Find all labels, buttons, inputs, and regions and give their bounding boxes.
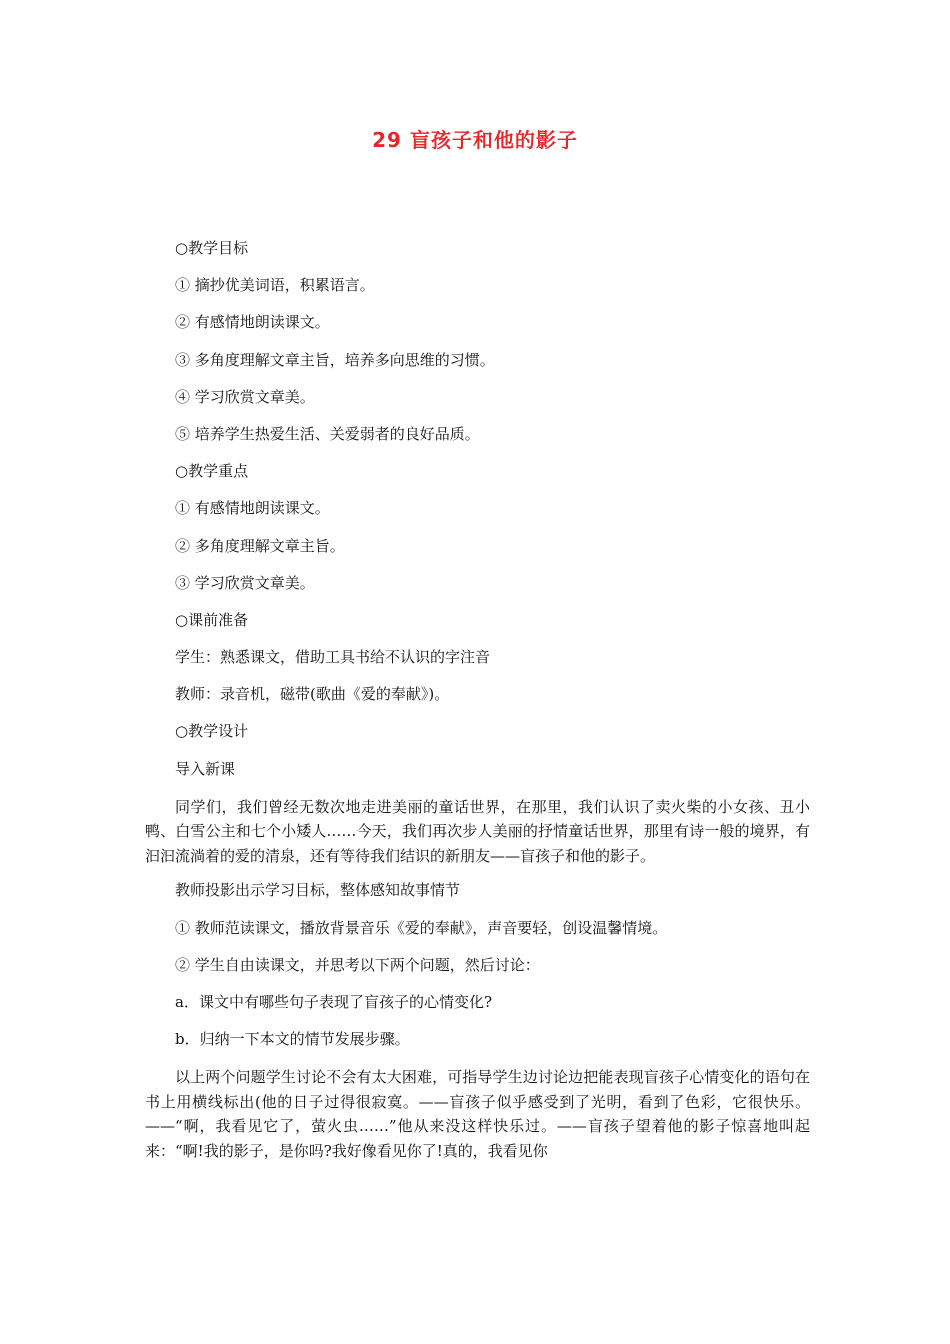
document-title: 29 盲孩子和他的影子 [372,128,578,152]
section-heading-design: ○教学设计 [175,722,249,741]
list-item: ③ 学习欣赏文章美。 [175,573,315,592]
list-item: ① 摘抄优美词语，积累语言。 [175,276,375,295]
section-heading-objectives: ○教学目标 [175,239,249,257]
list-item: ① 有感情地朗读课文。 [175,499,330,518]
list-item: ② 有感情地朗读课文。 [175,313,330,332]
paragraph-intro: 同学们，我们曾经无数次地走进美丽的童话世界，在那里，我们认识了卖火柴的小女孩、丑小鸭、白雪公主和七个小矮人……今天，我们再次步人美丽的抒情童话世界，那里有诗一般的境界，有汩汩流淌着的爱的清泉，还有等待我们结识的新朋友——盲孩子和他的影子。 [145,797,810,865]
list-item: 学生：熟悉课文，借助工具书给不认识的字注音 [175,648,491,667]
list-item: ③ 多角度理解文章主旨，培养多向思维的习惯。 [175,350,495,369]
subheading-goals: 教师投影出示学习目标，整体感知故事情节 [175,881,461,900]
section-heading-preparation: ○课前准备 [175,610,249,629]
list-item: ④ 学习欣赏文章美。 [175,387,315,406]
paragraph-discussion: 以上两个问题学生讨论不会有太大困难，可指导学生边讨论边把能表现盲孩子心情变化的语句在书上用横线标出(他的日子过得很寂寞。——盲孩子似乎感受到了光明，看到了色彩，它很快乐。——“啊，我看见它了，萤火虫……”他从来没这样快乐过。——盲孩子望着他的影子惊喜地叫起来：“啊!我的影子，是你吗?我好像看见你了!真的，我看见你 [145,1068,810,1160]
section-heading-key-points: ○教学重点 [175,462,249,481]
list-item: ⑤ 培养学生热爱生活、关爱弱者的良好品质。 [175,424,480,443]
list-item: a．课文中有哪些句子表现了盲孩子的心情变化? [175,992,492,1011]
list-item: ② 学生自由读课文，并思考以下两个问题，然后讨论： [175,955,540,974]
list-item: 教师：录音机，磁带(歌曲《爱的奉献》)。 [175,685,450,704]
list-item: ② 多角度理解文章主旨。 [175,536,345,555]
list-item: b．归纳一下本文的情节发展步骤。 [175,1030,410,1049]
document-body [145,237,810,1174]
subheading-intro: 导入新课 [175,759,236,778]
list-item: ① 教师范读课文，播放背景音乐《爱的奉献》，声音要轻，创设温馨情境。 [175,918,668,937]
